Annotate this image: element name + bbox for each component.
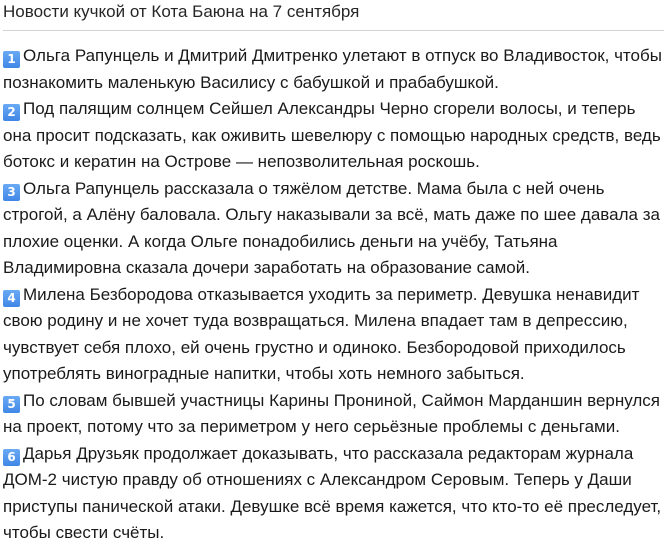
news-item-text: Под палящим солнцем Сейшел Александры Черно сгорели волосы, и теперь она просит подсказать, как оживить шевелюру с помощью народных средств, ведь ботокс и кератин на Острове — непозволительная роскошь. — [3, 99, 661, 171]
keycap-number-icon: 3 — [3, 184, 20, 201]
keycap-number-icon: 1 — [3, 51, 20, 68]
news-item-4 — [3, 282, 664, 388]
keycap-number-icon: 2 — [3, 104, 20, 121]
keycap-number-icon: 5 — [3, 396, 20, 413]
news-item-text: Ольга Рапунцель рассказала о тяжёлом детстве. Мама была с ней очень строгой, а Алёну баловала. Ольгу наказывали за всё, мать даже по шее давала за плохие оценки. А когда Ольге понадобились деньги на учёбу, Татьяна Владимировна сказала дочери заработать на образование самой. — [3, 178, 660, 277]
title-divider — [3, 30, 664, 31]
news-item-1 — [3, 43, 664, 96]
news-item-2 — [3, 96, 664, 176]
news-item-5 — [3, 388, 664, 441]
keycap-number-icon: 4 — [3, 290, 20, 307]
news-item-text: Ольга Рапунцель и Дмитрий Дмитренко улетают в отпуск во Владивосток, чтобы познакомить маленькую Василису с бабушкой и прабабушкой. — [3, 46, 662, 92]
news-item-3 — [3, 176, 664, 282]
page-title: Новости кучкой от Кота Баюна на 7 сентября — [3, 2, 360, 21]
keycap-number-icon: 6 — [3, 449, 20, 466]
news-item-text: Дарья Друзьяк продолжает доказывать, что рассказала редакторам журнала ДОМ-2 чистую правду об отношениях с Александром Серовым. Теперь у Даши приступы панической атаки. Девушке всё время кажется, что кто-то её преследует, чтобы свести счёты. — [3, 443, 662, 542]
news-item-text: По словам бывшей участницы Карины Прониной, Саймон Марданшин вернулся на проект, потому что за периметром у него серьёзные проблемы с деньгами. — [3, 390, 661, 436]
news-item-6 — [3, 441, 664, 547]
news-item-text: Милена Безбородова отказывается уходить за периметр. Девушка ненавидит свою родину и не хочет туда возвращаться. Милена впадает там в депрессию, чувствует себя плохо, ей очень грустно и одиноко. Безбородовой приходилось употреблять виноградные напитки, чтобы хоть немного забыться. — [3, 284, 640, 383]
